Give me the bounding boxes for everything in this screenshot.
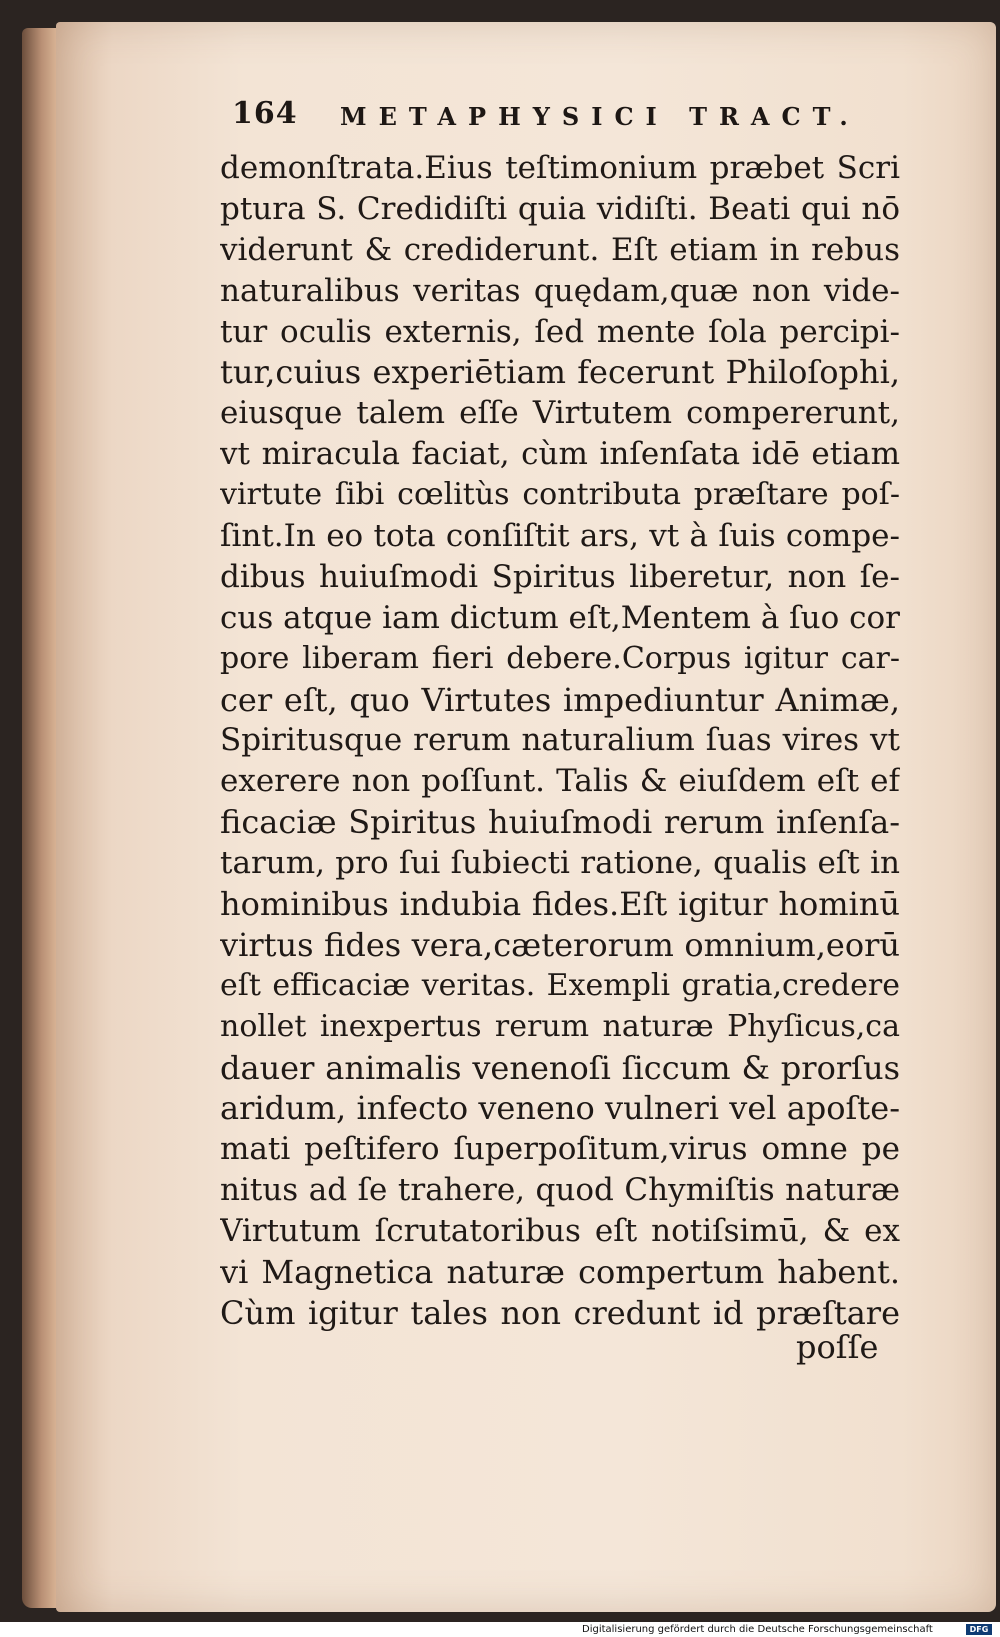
text-line: tur oculis externis, ſed mente ſola percipi-: [220, 313, 900, 350]
text-line: Spiritusque rerum naturalium ſuas vires vt: [220, 722, 900, 759]
catchword: poſſe: [796, 1328, 879, 1366]
text-line: mati peſtifero ſuperpoſitum,virus omne pe: [220, 1131, 900, 1168]
text-line: hominibus indubia fides.Eſt igitur hominū: [220, 885, 900, 924]
text-line: aridum, infecto veneno vulneri vel apoſte-: [220, 1089, 900, 1128]
text-line: nitus ad ſe trahere, quod Chymiſtis naturæ: [220, 1172, 900, 1209]
text-line: tur,cuius experiētiam fecerunt Philoſophi,: [220, 353, 900, 392]
running-head: METAPHYSICI TRACT.: [340, 102, 860, 131]
page-number: 164: [232, 96, 298, 131]
text-line: Cùm igitur tales non credunt id præſtare: [220, 1293, 900, 1332]
text-line: nollet inexpertus rerum naturæ Phyſicus,ca: [220, 1008, 900, 1044]
text-line: vt miracula faciat, cùm inſenſata idē etiam: [220, 436, 900, 473]
text-line: eſt efficaciæ veritas. Exempli gratia,credere: [220, 967, 900, 1003]
text-line: demonſtrata.Eius teſtimonium præbet Scri: [220, 150, 900, 186]
text-line: tarum, pro ſui ſubiecti ratione, qualis eſt in: [220, 845, 900, 882]
text-line: virtus fides vera,cæterorum omnium,eorū: [220, 925, 900, 964]
text-line: pore liberam fieri debere.Corpus igitur car-: [220, 640, 900, 676]
text-line: cus atque iam dictum eſt,Mentem à ſuo cor: [220, 599, 900, 636]
text-line: ptura S. Credidiſti quia vidiſti. Beati qui nō: [220, 190, 900, 227]
dfg-logo: DFG: [966, 1624, 992, 1635]
text-line: ficaciæ Spiritus huiuſmodi rerum inſenſa-: [220, 803, 900, 842]
text-line: exerere non poſſunt. Talis & eiuſdem eſt ef: [220, 763, 900, 800]
text-line: eiusque talem eſſe Virtutem compererunt,: [220, 395, 900, 432]
text-line: naturalibus veritas quędam,quæ non vide-: [220, 272, 900, 309]
text-line: virtute ſibi cœlitùs contributa præſtare poſ-: [220, 477, 900, 513]
text-line: dibus huiuſmodi Spiritus liberetur, non ſe-: [220, 558, 900, 595]
page-header: [232, 96, 872, 142]
footer-credit: Digitalisierung gefördert durch die Deutsche Forschungsgemeinschaft: [582, 1624, 933, 1635]
text-block: [220, 148, 900, 1334]
text-line: ſint.In eo tota conſiſtit ars, vt à ſuis compe-: [220, 518, 900, 555]
text-line: viderunt & crediderunt. Eſt etiam in rebus: [220, 231, 900, 268]
text-line: cer eſt, quo Virtutes impediuntur Animæ,: [220, 680, 900, 719]
text-line: vi Magnetica naturæ compertum habent.: [220, 1253, 900, 1292]
text-line: dauer animalis venenoſi ſiccum & prorſus: [220, 1048, 900, 1087]
text-line: Virtutum ſcrutatoribus eſt notiſsimū, & ex: [220, 1213, 900, 1250]
